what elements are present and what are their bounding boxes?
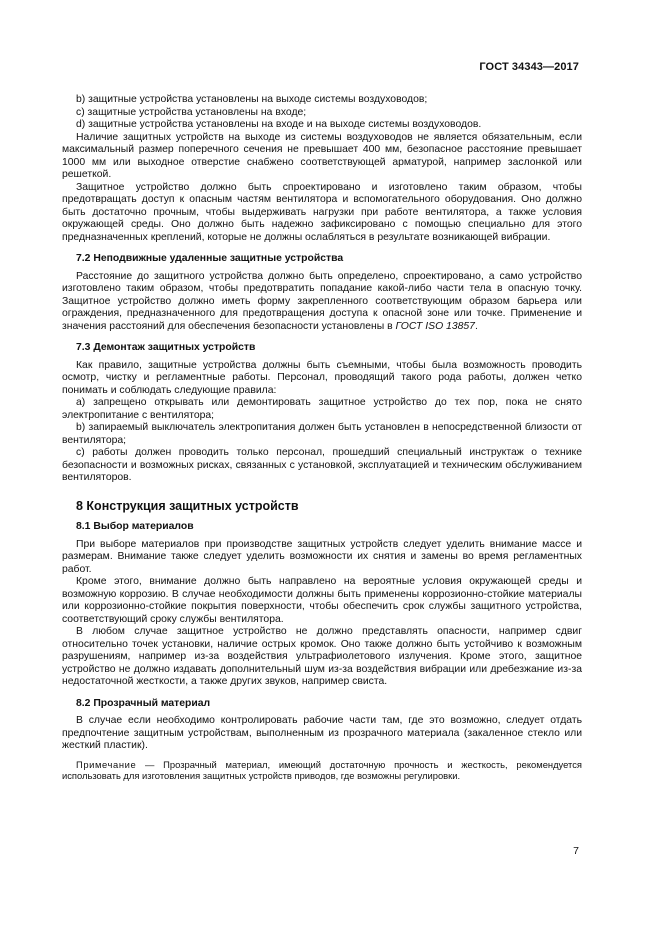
rule-item-a: a) запрещено открывать или демонтировать защитное устройство до тех пор, пока не снято электропитание с вентилятора; xyxy=(62,397,582,421)
note-text: — Прозрачный материал, имеющий достаточную прочность и жесткость, рекомендуется использовать для изготовления защитных устройств приводов, где возможны регулировки. xyxy=(62,758,582,781)
section-8-2-paragraph: В случае если необходимо контролировать рабочие части там, где это возможно, следует отдать предпочтение защитным устройствам, выполненным из прозрачного материала (закаленное стекло или жесткий пластик). xyxy=(62,715,582,751)
list-item-b: b) защитные устройства установлены на выходе системы воздуховодов; xyxy=(76,94,428,105)
section-8-2-title: 8.2 Прозрачный материал xyxy=(76,697,211,709)
list-item-c: c) защитные устройства установлены на входе; xyxy=(76,106,307,118)
paragraph-guard-design: Защитное устройство должно быть спроектировано и изготовлено таким образом, чтобы предотвращать доступ к опасным частям вентилятора и вспомогательного оборудования. Оно должно быть достаточно прочным, чтобы выдерживать нагрузки при работе вентилятора, а также условия окружающей среды. Оно должно быть надежно зафиксировано с помощью специально для этого предназначенных креплений, которые не должны ослабляться в результате возникающей вибрации. xyxy=(62,181,582,243)
section-7-2-end: . xyxy=(474,320,478,332)
section-8-title: 8 Конструкция защитных устройств xyxy=(76,498,299,513)
section-7-3-title: 7.3 Демонтаж защитных устройств xyxy=(76,342,256,353)
section-8-1-paragraph-1: При выборе материалов при производстве защитных устройств следует уделить внимание массе и размерам. Внимание также следует уделить возможности их снятия и замены во время регламентных работ. xyxy=(62,538,582,575)
standard-reference: ГОСТ ISO 13857 xyxy=(395,320,475,332)
note-label: Примечание xyxy=(76,758,137,770)
rule-item-b: b) запираемый выключатель электропитания должен быть установлен в непосредственной близости от вентилятора; xyxy=(62,422,582,446)
section-8-1-title: 8.1 Выбор материалов xyxy=(76,521,194,532)
page-content xyxy=(62,94,582,782)
section-8-1-paragraph-2: Кроме этого, внимание должно быть направлено на вероятные условия окружающей среды и возможную коррозию. В случае необходимости должны быть применены коррозионно-стойкие материалы или коррозионно-стойкие покрытия поверхности, чтобы обеспечить срок службы защитного устройства, соответствующий сроку службы вентилятора. xyxy=(62,576,582,625)
rule-item-c: c) работы должен проводить только персонал, прошедший специальный инструктаж о технике безопасности и возможных рисках, связанных с установкой, эксплуатацией и техническим обслуживанием вентиляторов. xyxy=(62,447,582,483)
section-7-3-paragraph: Как правило, защитные устройства должны быть съемными, чтобы была возможность проводить осмотр, чистку и регламентные работы. Персонал, проводящий такого рода работы, должен четко понимать и соблюдать следующие правила: xyxy=(62,359,582,396)
paragraph-ducts-exit: Наличие защитных устройств на выходе из системы воздуховодов не является обязательным, если максимальный размер поперечного сечения не превышает 400 мм, безопасное расстояние превышает 1000 мм или выходное отверстие снабжено соответствующей арматурой, например заслонкой или решеткой. xyxy=(62,131,582,180)
section-7-2-title: 7.2 Неподвижные удаленные защитные устройства xyxy=(76,253,344,264)
section-8-1-paragraph-3: В любом случае защитное устройство не должно представлять опасности, например сдвиг относительно точек установки, наличие острых кромок. Оно также должно быть устойчиво к возможным разрушениям, например из-за воздействия ультрафиолетового излучения. Кроме этого, защитное устройство не должно издавать дополнительный шум из-за воздействия вибрации или дребезжание из-за недостаточной жесткости, а также других звуков, например свиста. xyxy=(62,626,582,687)
section-7-2-paragraph xyxy=(62,271,582,334)
section-7-2-text: Расстояние до защитного устройства должно быть определено, спроектировано, а само устройство изготовлено таким образом, чтобы предотвратить попадание какой-либо части тела в опасную точку. Защитное устройство должно иметь форму закрепленного соответствующим образом барьера или ограждения, предназначенного для предотвращения доступа к опасной зоне или точке. Применение и значения расстояний для обеспечения безопасности установлены в xyxy=(62,270,582,332)
note xyxy=(62,759,582,782)
page-number: 7 xyxy=(573,845,579,857)
standard-code-header: ГОСТ 34343—2017 xyxy=(479,61,579,73)
list-item-d: d) защитные устройства установлены на входе и на выходе системы воздуховодов. xyxy=(76,119,482,130)
